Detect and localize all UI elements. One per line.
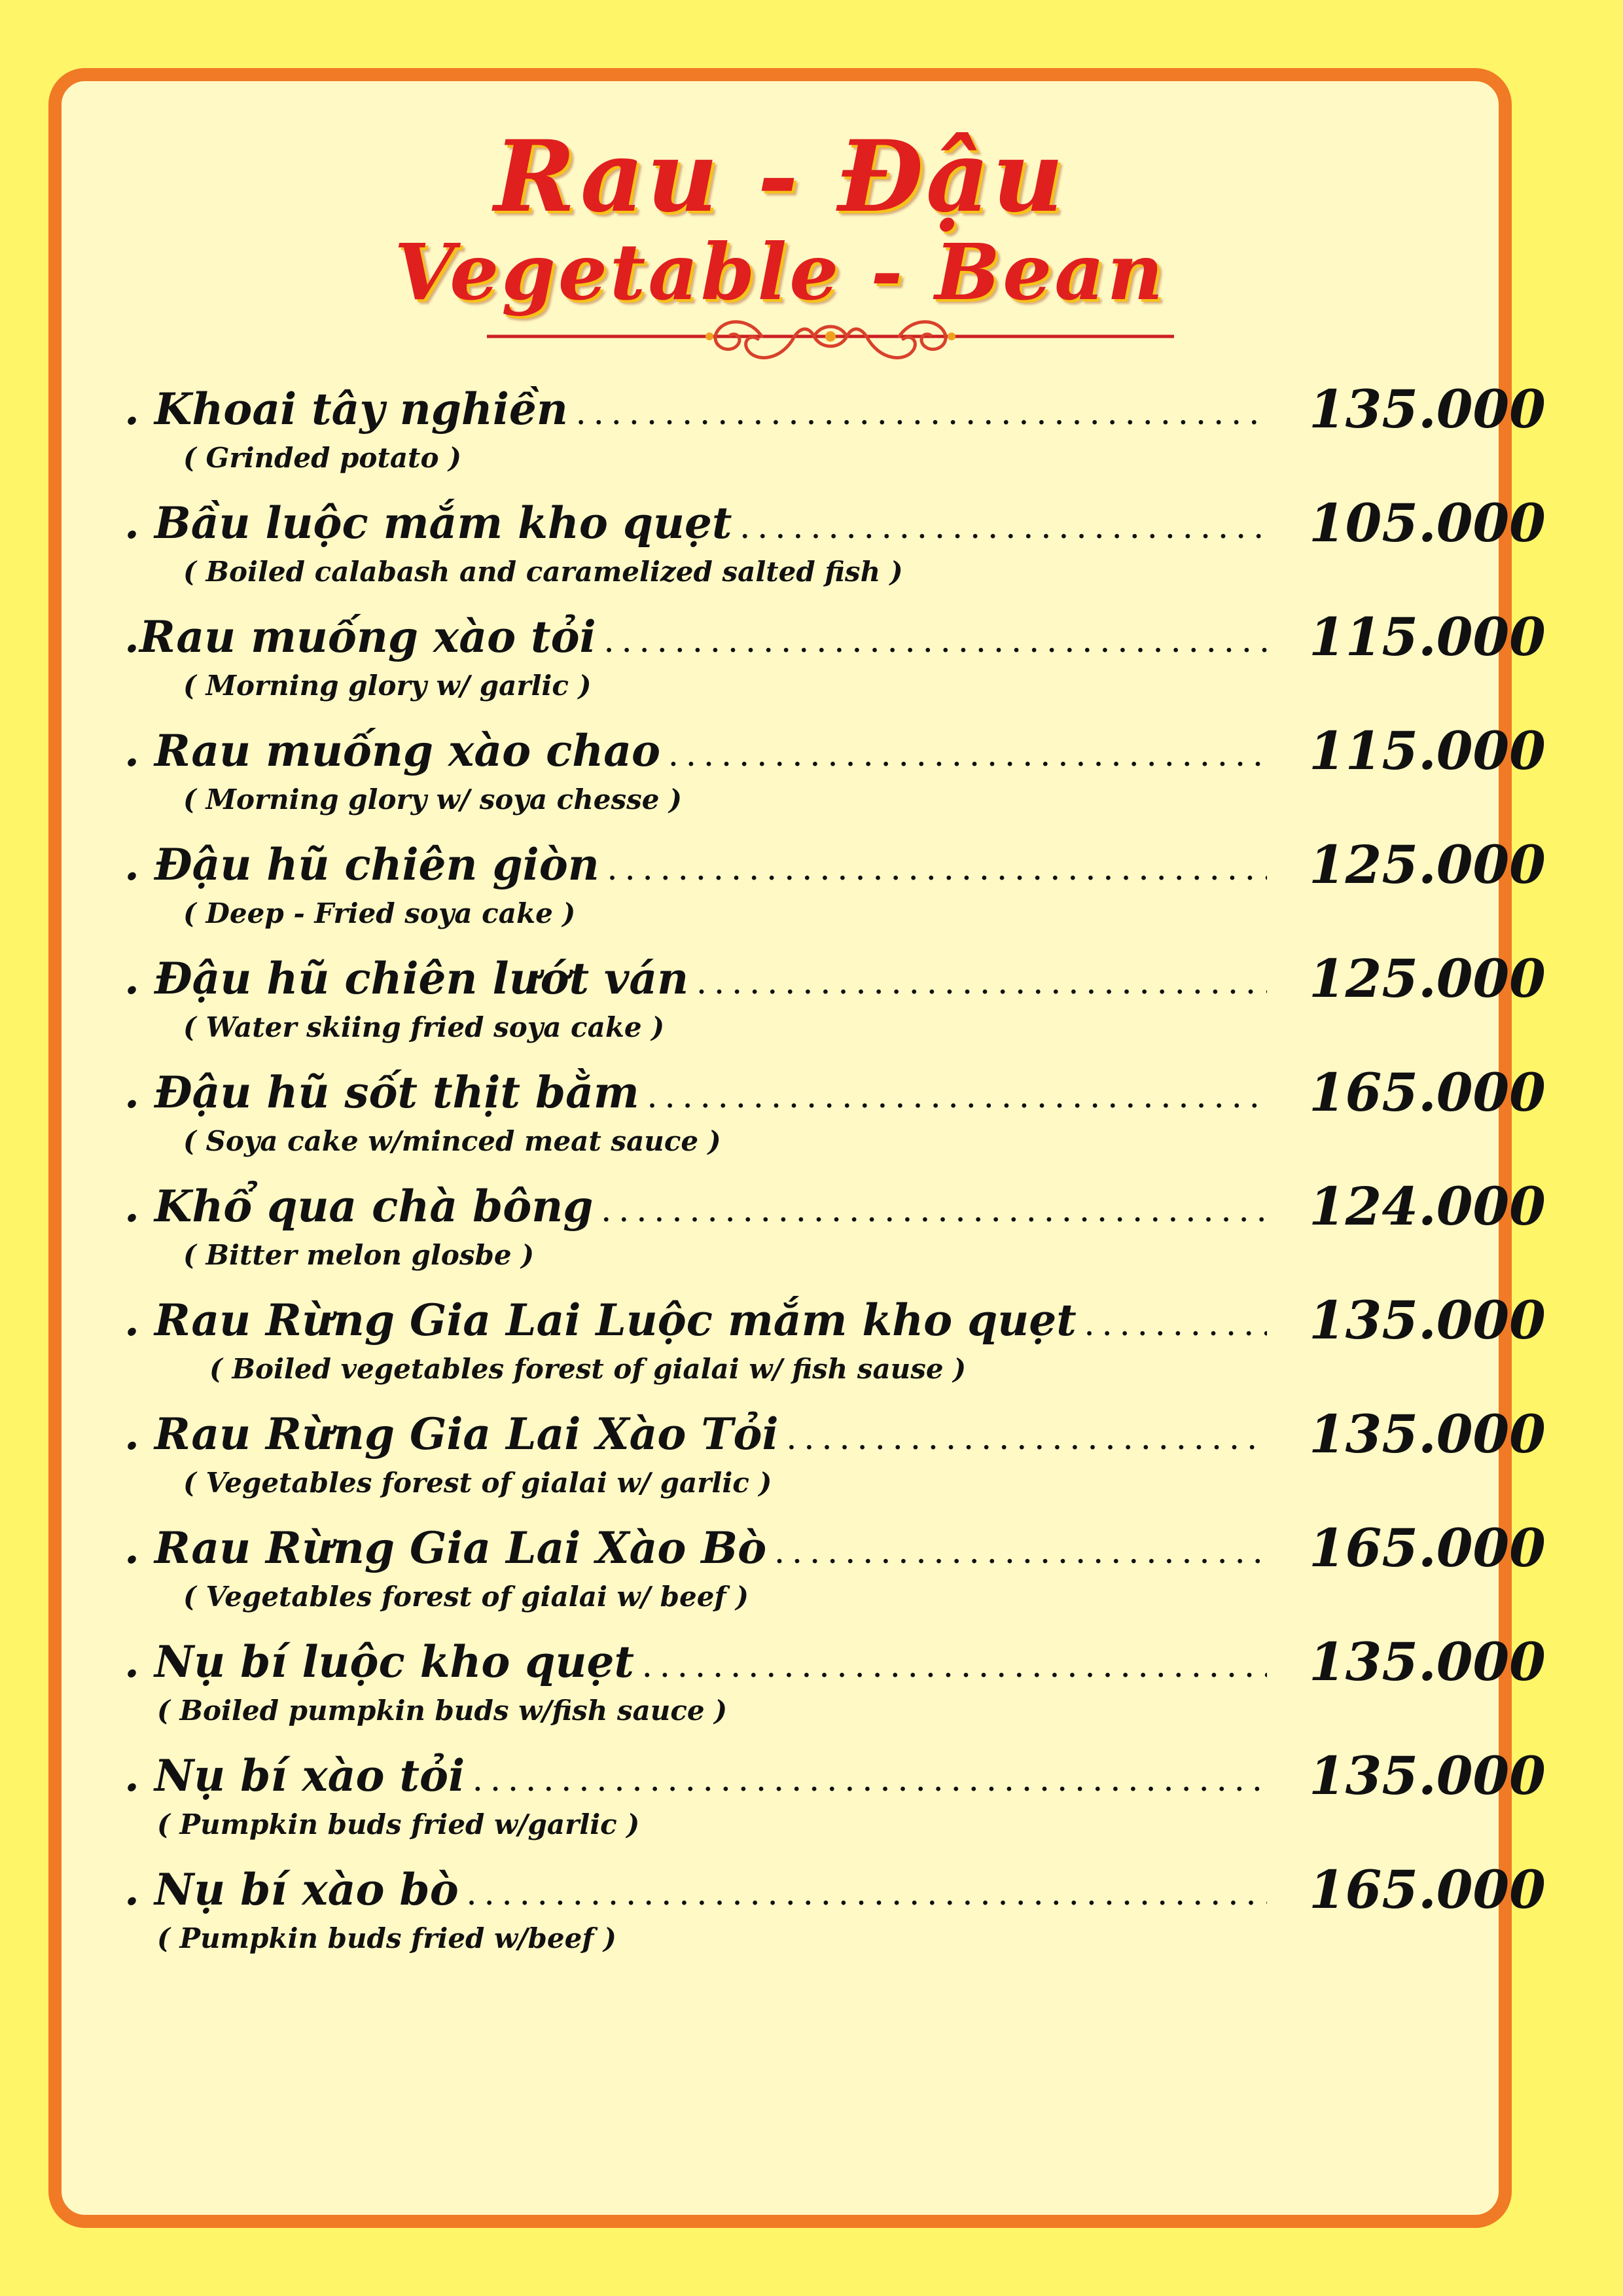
item-description: ( Grinded potato ) (183, 442, 461, 474)
menu-item (124, 1403, 1546, 1518)
item-name: . Nụ bí xào tỏi . . . (124, 1746, 1267, 1805)
item-price: 135.000 (1309, 1745, 1546, 1806)
menu-item (124, 834, 1546, 949)
item-name: . Khổ qua chà bông . . . (124, 1177, 1267, 1236)
item-description: ( Pumpkin buds fried w/beef ) (157, 1922, 616, 1954)
menu-title-english: Vegetable - Bean (394, 226, 1166, 317)
menu-item (124, 948, 1546, 1063)
menu-item (124, 1859, 1546, 1974)
menu-frame (48, 68, 1546, 2228)
item-name: . Đậu hũ sốt thịt bằm . . . (124, 1063, 1267, 1122)
item-description: ( Morning glory w/ soya chesse ) (183, 783, 682, 816)
item-price: 165.000 (1309, 1517, 1546, 1579)
item-description: ( Soya cake w/minced meat sauce ) (183, 1125, 721, 1157)
menu-title-vietnamese: Rau - Đậu (493, 119, 1067, 234)
menu-item (124, 1631, 1546, 1746)
item-name: . Đậu hũ chiên giòn . . . (124, 835, 1267, 894)
item-description: ( Morning glory w/ garlic ) (183, 670, 592, 702)
menu-item (124, 1289, 1546, 1405)
menu-item (124, 720, 1546, 835)
item-name: . Rau Rừng Gia Lai Luộc mắm kho quẹt . . . (124, 1291, 1267, 1350)
item-price: 135.000 (1309, 1631, 1546, 1693)
item-description: ( Deep - Fried soya cake ) (183, 897, 576, 929)
item-price: 105.000 (1309, 492, 1546, 554)
item-description: ( Pumpkin buds fried w/garlic ) (157, 1808, 640, 1840)
menu-item (124, 606, 1546, 721)
menu-item (124, 1517, 1546, 1632)
item-name: . Rau muống xào chao . . . (124, 721, 1267, 780)
item-description: ( Boiled vegetables forest of gialai w/ fish sause ) (209, 1353, 967, 1385)
item-description: ( Boiled calabash and caramelized salted fish ) (183, 556, 903, 588)
menu-item (124, 1062, 1546, 1177)
item-price: 125.000 (1309, 834, 1546, 895)
item-name: . Nụ bí xào bò . . . (124, 1860, 1267, 1919)
item-name: .Rau muống xào tỏi . . . (124, 607, 1267, 666)
item-price: 124.000 (1309, 1175, 1546, 1237)
item-price: 115.000 (1309, 606, 1546, 668)
item-price: 165.000 (1309, 1062, 1546, 1123)
item-name: . Khoai tây nghiền . . . (124, 380, 1267, 439)
item-name: . Đậu hũ chiên lướt ván . . . (124, 949, 1267, 1008)
item-name: . Rau Rừng Gia Lai Xào Tỏi . . . (124, 1405, 1267, 1463)
menu-item (124, 378, 1546, 493)
item-price: 115.000 (1309, 720, 1546, 781)
item-description: ( Vegetables forest of gialai w/ beef ) (183, 1581, 749, 1613)
item-name: . Bầu luộc mắm kho quẹt . . . (124, 493, 1267, 552)
menu-item (124, 1175, 1546, 1291)
item-price: 165.000 (1309, 1859, 1546, 1920)
item-description: ( Bitter melon glosbe ) (183, 1239, 535, 1271)
menu-item (124, 492, 1546, 607)
item-name: . Rau Rừng Gia Lai Xào Bò . . . (124, 1518, 1267, 1577)
item-description: ( Water skiing fried soya cake ) (183, 1011, 665, 1043)
item-description: ( Vegetables forest of gialai w/ garlic ) (183, 1467, 772, 1499)
item-description: ( Boiled pumpkin buds w/fish sauce ) (157, 1695, 728, 1727)
item-price: 135.000 (1309, 1403, 1546, 1465)
menu-item (124, 1745, 1546, 1860)
menu-list (124, 378, 1546, 1974)
item-price: 135.000 (1309, 1289, 1546, 1351)
item-price: 125.000 (1309, 948, 1546, 1009)
item-name: . Nụ bí luộc kho quẹt . . . (124, 1632, 1267, 1691)
item-price: 135.000 (1309, 378, 1546, 440)
flourish-divider-icon (487, 310, 1174, 369)
